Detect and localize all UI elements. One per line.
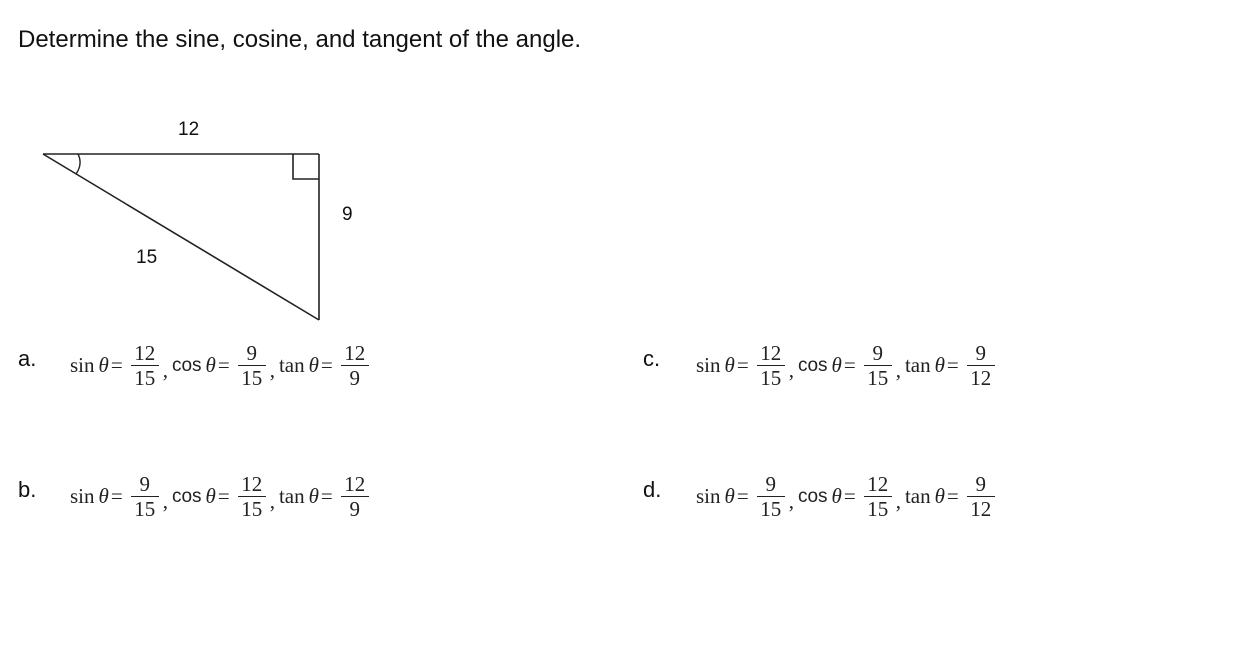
theta-symbol: θ — [724, 353, 735, 377]
tan-fraction — [967, 342, 995, 389]
theta-symbol: θ — [934, 353, 945, 377]
tan-fraction — [341, 342, 369, 389]
equals-sign: = — [946, 484, 959, 508]
right-triangle-figure — [0, 0, 400, 340]
comma: , — [162, 358, 168, 382]
tan-fraction — [967, 473, 995, 520]
sin-denominator: 15 — [760, 366, 782, 390]
theta-symbol: θ — [831, 353, 842, 377]
equals-sign: = — [946, 353, 959, 377]
cos-denominator: 15 — [867, 366, 889, 390]
sin-denominator: 15 — [134, 497, 156, 521]
choice-d-letter[interactable]: d. — [643, 477, 662, 502]
sin-label: sin — [70, 484, 95, 508]
theta-symbol: θ — [205, 484, 216, 508]
equals-sign: = — [320, 484, 333, 508]
equals-sign: = — [736, 353, 749, 377]
equals-sign: = — [736, 484, 749, 508]
equals-sign: = — [110, 353, 123, 377]
theta-symbol: θ — [831, 484, 842, 508]
cos-fraction — [238, 342, 266, 389]
equals-sign: = — [843, 353, 856, 377]
sin-fraction — [131, 473, 159, 520]
sin-numerator: 9 — [139, 472, 150, 496]
cos-label: cos — [171, 354, 202, 376]
choice-a-letter[interactable]: a. — [18, 346, 37, 371]
tan-fraction — [341, 473, 369, 520]
equals-sign: = — [217, 484, 230, 508]
comma: , — [269, 358, 275, 382]
choice-a-formula[interactable] — [70, 342, 371, 389]
side-label-9: 9 — [342, 204, 353, 225]
tan-numerator: 12 — [344, 472, 366, 496]
equals-sign: = — [843, 484, 856, 508]
cos-numerator: 12 — [867, 472, 889, 496]
tan-label: tan — [904, 353, 931, 377]
cos-numerator: 9 — [246, 341, 257, 365]
cos-denominator: 15 — [241, 366, 263, 390]
right-angle-marker — [293, 154, 319, 179]
comma: , — [269, 489, 275, 513]
sin-label: sin — [696, 353, 721, 377]
sin-denominator: 15 — [760, 497, 782, 521]
cos-numerator: 12 — [241, 472, 263, 496]
sin-fraction — [757, 342, 785, 389]
side-label-15: 15 — [136, 247, 158, 268]
theta-symbol: θ — [205, 353, 216, 377]
comma: , — [162, 489, 168, 513]
cos-label: cos — [797, 485, 828, 507]
sin-denominator: 15 — [134, 366, 156, 390]
question-text: Determine the sine, cosine, and tangent of the angle. — [18, 26, 582, 53]
cos-fraction — [864, 473, 892, 520]
tan-numerator: 9 — [975, 472, 987, 496]
theta-symbol: θ — [724, 484, 735, 508]
cos-denominator: 15 — [241, 497, 263, 521]
sin-fraction — [757, 473, 785, 520]
cos-denominator: 15 — [867, 497, 889, 521]
sin-numerator: 12 — [134, 341, 156, 365]
tan-denominator: 9 — [349, 497, 361, 521]
tan-label: tan — [904, 484, 931, 508]
theta-symbol: θ — [308, 353, 319, 377]
tan-numerator: 12 — [344, 341, 366, 365]
theta-symbol: θ — [98, 484, 109, 508]
equals-sign: = — [110, 484, 123, 508]
comma: , — [788, 489, 794, 513]
angle-theta-arc — [76, 154, 80, 174]
choice-b-letter[interactable]: b. — [18, 477, 37, 502]
cos-label: cos — [797, 354, 828, 376]
sin-numerator: 9 — [765, 472, 776, 496]
equals-sign: = — [217, 353, 230, 377]
comma: , — [895, 358, 901, 382]
tan-denominator: 12 — [970, 497, 992, 521]
theta-symbol: θ — [934, 484, 945, 508]
comma: , — [895, 489, 901, 513]
tan-denominator: 12 — [970, 366, 992, 390]
tan-numerator: 9 — [975, 341, 987, 365]
sin-label: sin — [696, 484, 721, 508]
side-label-12: 12 — [178, 119, 200, 140]
choice-d-formula[interactable] — [696, 473, 997, 520]
choice-c-formula[interactable] — [696, 342, 997, 389]
tan-label: tan — [278, 353, 305, 377]
tan-denominator: 9 — [349, 366, 361, 390]
comma: , — [788, 358, 794, 382]
sin-fraction — [131, 342, 159, 389]
theta-symbol: θ — [308, 484, 319, 508]
choice-c-letter[interactable]: c. — [643, 346, 661, 371]
sin-label: sin — [70, 353, 95, 377]
triangle-hypotenuse — [43, 154, 319, 320]
cos-numerator: 9 — [872, 341, 883, 365]
equals-sign: = — [320, 353, 333, 377]
theta-symbol: θ — [98, 353, 109, 377]
cos-label: cos — [171, 485, 202, 507]
tan-label: tan — [278, 484, 305, 508]
cos-fraction — [238, 473, 266, 520]
choice-b-formula[interactable] — [70, 473, 371, 520]
cos-fraction — [864, 342, 892, 389]
sin-numerator: 12 — [760, 341, 782, 365]
